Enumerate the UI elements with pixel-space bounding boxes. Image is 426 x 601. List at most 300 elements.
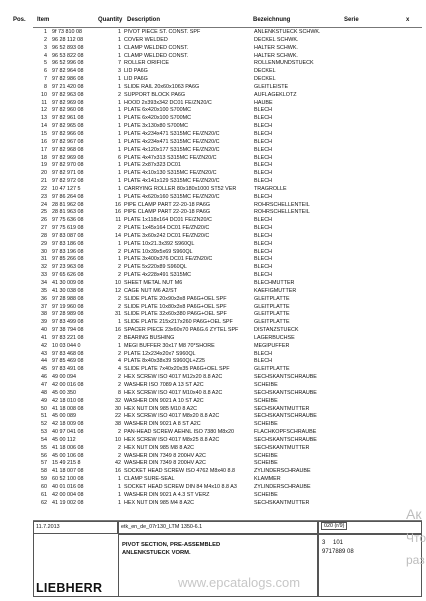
row-description: SLIDE RAIL 20x60x1063 PA6G xyxy=(124,83,200,90)
row-serie xyxy=(370,155,425,163)
row-description: PLATE 6x420x100 S700MC xyxy=(124,107,192,114)
table-row xyxy=(0,115,425,123)
row-item: 40 01 016 08 xyxy=(52,483,84,490)
row-bezeichnung: BLECH xyxy=(254,154,272,161)
row-quantity: 1 xyxy=(118,476,121,483)
row-serie xyxy=(370,351,425,359)
row-quantity: 1 xyxy=(118,483,121,490)
row-description: SLIDE PLATE 7x40x20x35 PA6G+OEL SPF xyxy=(124,366,230,373)
row-pos: 24 xyxy=(41,201,47,208)
row-bezeichnung: SECHSKANTMUTTER xyxy=(254,499,310,506)
table-row xyxy=(0,225,425,233)
row-item: 97 83 196 08 xyxy=(52,248,84,255)
row-quantity: 1 xyxy=(118,146,121,153)
row-quantity: 2 xyxy=(118,452,121,459)
row-bezeichnung: DECKEL xyxy=(254,68,276,75)
row-description: HEX SCREW ISO 4017 M10x40 8.8 A2C xyxy=(124,389,223,396)
row-item: 97 82 972 08 xyxy=(52,178,84,185)
row-item: 42 00 016 08 xyxy=(52,381,84,388)
table-row xyxy=(0,366,425,374)
row-item: 97 82 965 08 xyxy=(52,123,84,130)
table-header xyxy=(0,17,422,26)
table-row xyxy=(0,413,425,421)
row-item: 97 85 266 08 xyxy=(52,256,84,263)
row-quantity: 2 xyxy=(118,334,121,341)
row-item: 9f 73 810 08 xyxy=(52,29,82,35)
table-row xyxy=(0,398,425,406)
row-bezeichnung: HAUBE xyxy=(254,99,273,106)
row-item: 97 75 636 08 xyxy=(52,217,84,224)
row-pos: 50 xyxy=(41,405,47,412)
row-serie xyxy=(370,437,425,445)
row-quantity: 16 xyxy=(115,327,121,334)
row-serie xyxy=(370,178,425,186)
row-item: 96 52 996 08 xyxy=(52,60,84,67)
row-item: 97 86 264 08 xyxy=(52,193,84,200)
row-description: WASHER DIN 9021 A 8 ST A2C xyxy=(124,421,201,428)
row-serie xyxy=(370,382,425,390)
row-quantity: 22 xyxy=(115,413,121,420)
row-description: PLATE 3x60x242 DC01 FE/ZN20/C xyxy=(124,232,210,239)
row-quantity: 8 xyxy=(118,389,121,396)
row-quantity: 31 xyxy=(115,311,121,318)
table-row xyxy=(0,351,425,359)
row-item: 97 82 960 08 xyxy=(52,107,84,114)
row-quantity: 1 xyxy=(118,107,121,114)
table-row xyxy=(0,202,425,210)
row-description: PLATE 4x120x177 S315MC FE/ZN20/C xyxy=(124,146,220,153)
row-serie xyxy=(370,249,425,257)
row-description: HEX NUT DIN 985 M10 8 A2C xyxy=(124,405,198,412)
logo-text: LIEBHERR xyxy=(36,581,103,595)
row-pos: 16 xyxy=(41,138,47,145)
row-quantity: 1 xyxy=(118,185,121,192)
row-bezeichnung: BLECH xyxy=(254,240,272,247)
row-description: COVER WELDED xyxy=(124,36,168,43)
row-serie xyxy=(370,374,425,382)
row-serie xyxy=(370,311,425,319)
table-row xyxy=(0,60,425,68)
row-quantity: 16 xyxy=(115,468,121,475)
row-serie xyxy=(370,296,425,304)
table-row xyxy=(0,390,425,398)
row-bezeichnung: BLECH xyxy=(254,217,272,224)
row-serie xyxy=(370,107,425,115)
row-description: PLATE 10x21.3x392 S960QL xyxy=(124,240,195,247)
table-row xyxy=(0,178,425,186)
row-pos: 37 xyxy=(41,303,47,310)
row-pos: 44 xyxy=(41,358,47,365)
table-row xyxy=(0,484,425,492)
row-serie xyxy=(370,366,425,374)
table-row xyxy=(0,421,425,429)
row-quantity: 2 xyxy=(118,272,121,279)
row-description: SLIDE PLATE 215x217x260 PA6G+OEL SPF xyxy=(124,319,233,326)
row-bezeichnung: BLECH xyxy=(254,115,272,122)
row-serie xyxy=(370,100,425,108)
row-quantity: 10 xyxy=(115,436,121,443)
row-item: 28 81 963 08 xyxy=(52,209,84,216)
row-description: PLATE 3x400x376 DC01 FE/ZN20/C xyxy=(124,256,213,263)
table-row xyxy=(0,68,425,76)
row-pos: 2 xyxy=(44,36,47,43)
row-item: 97 82 968 08 xyxy=(52,146,84,153)
row-serie xyxy=(370,327,425,335)
row-pos: 25 xyxy=(41,209,47,216)
assembly-title-en: PIVOT SECTION, PRE-ASSEMBLED xyxy=(122,542,221,548)
row-pos: 1 xyxy=(44,29,47,35)
row-serie xyxy=(370,280,425,288)
table-row xyxy=(0,453,425,461)
row-serie xyxy=(370,131,425,139)
row-serie xyxy=(370,225,425,233)
row-description: SHEET METAL NUT M6 xyxy=(124,280,183,286)
table-row xyxy=(0,264,425,272)
table-row xyxy=(0,429,425,437)
row-bezeichnung: BLECH xyxy=(254,107,272,114)
row-serie xyxy=(370,413,425,421)
row-bezeichnung: BLECH xyxy=(254,193,272,200)
row-description: WASHER ISO 7089 A 13 ST A2C xyxy=(124,381,204,388)
row-description: PLATE 1x118x164 DC01 FE/ZN20/C xyxy=(124,217,212,224)
row-item: 42 18 009 08 xyxy=(52,421,84,428)
table-row xyxy=(0,100,425,108)
row-serie xyxy=(370,453,425,461)
row-bezeichnung: SCHEIBE xyxy=(254,452,278,459)
table-row xyxy=(0,194,425,202)
assembly-title-de: ANLENKSTUECK VORM. xyxy=(122,550,191,556)
row-item: 45 00 112 xyxy=(52,436,76,443)
row-bezeichnung: GLEITPLATTE xyxy=(254,311,290,318)
row-serie xyxy=(370,272,425,280)
row-pos: 56 xyxy=(41,452,47,459)
row-quantity: 4 xyxy=(118,358,121,365)
table-row xyxy=(0,319,425,327)
row-quantity: 2 xyxy=(118,381,121,388)
row-item: 97 82 961 08 xyxy=(52,115,84,122)
row-quantity: 2 xyxy=(118,248,121,255)
row-quantity: 1 xyxy=(118,178,121,185)
row-pos: 23 xyxy=(41,193,47,200)
row-serie xyxy=(370,53,425,61)
row-pos: 4 xyxy=(44,52,47,59)
row-pos: 61 xyxy=(41,491,47,498)
table-row xyxy=(0,217,425,225)
row-description: CARRYING ROLLER 80x180x1000 ST52 VER xyxy=(124,185,237,192)
row-bezeichnung: DECKEL SCHWK. xyxy=(254,36,299,43)
table-row xyxy=(0,186,425,194)
row-bezeichnung: SECHSKANTSCHRAUBE xyxy=(254,374,317,381)
row-bezeichnung: HALTER SCHWK. xyxy=(254,52,298,59)
row-bezeichnung: BLECH xyxy=(254,256,272,263)
row-serie xyxy=(370,335,425,343)
row-bezeichnung: BLECH xyxy=(254,264,272,271)
row-serie xyxy=(370,264,425,272)
row-serie xyxy=(370,398,425,406)
row-item: 97 82 964 08 xyxy=(52,68,84,75)
row-description: CLAMP SURE-SEAL xyxy=(124,476,175,483)
row-bezeichnung: SCHEIBE xyxy=(254,460,278,467)
row-pos: 26 xyxy=(41,217,47,224)
row-bezeichnung: SECHSKANTMUTTER xyxy=(254,444,310,451)
table-row xyxy=(0,492,425,500)
watermark: www.epcatalogs.com xyxy=(178,575,301,590)
row-quantity: 1 xyxy=(118,83,121,90)
table-row xyxy=(0,37,425,45)
row-quantity: 1 xyxy=(118,76,121,83)
row-pos: 7 xyxy=(44,76,47,83)
table-row xyxy=(0,107,425,115)
row-item: 97 82 969 08 xyxy=(52,154,84,161)
row-description: LID PA6G xyxy=(124,76,148,83)
ref-number-2: 101 xyxy=(333,540,344,546)
table-row xyxy=(0,155,425,163)
row-serie xyxy=(370,92,425,100)
table-row xyxy=(0,139,425,147)
header-quantity: Quantity xyxy=(98,17,123,23)
row-item: 41 18 008 08 xyxy=(52,405,84,412)
row-serie xyxy=(370,406,425,414)
row-item: 97 82 986 08 xyxy=(52,76,84,83)
row-item: 97 28 988 08 xyxy=(52,295,84,302)
row-pos: 15 xyxy=(41,130,47,137)
row-serie xyxy=(370,421,425,429)
row-quantity: 2 xyxy=(118,303,121,310)
row-description: LID PA6G xyxy=(124,68,148,75)
row-quantity: 2 xyxy=(118,264,121,271)
row-bezeichnung: GLEITPLATTE xyxy=(254,366,290,373)
row-item: 10 47 127 5 xyxy=(52,185,81,192)
row-bezeichnung: KLAMMER xyxy=(254,476,281,483)
row-description: WASHER DIN 7349 8 200HV A2C xyxy=(124,460,206,467)
row-pos: 6 xyxy=(44,68,47,75)
row-pos: 14 xyxy=(41,123,47,130)
row-pos: 45 xyxy=(41,366,47,373)
row-description: SPACER PIECE 23x60x70 PA6G.6 ZYTEL SPF xyxy=(124,327,239,334)
row-serie xyxy=(370,186,425,194)
row-bezeichnung: BLECH xyxy=(254,248,272,255)
row-bezeichnung: ROLLENMUNDSTUECK xyxy=(254,60,314,67)
row-item: 28 81 962 08 xyxy=(52,201,84,208)
row-bezeichnung: LAGERBUCHSE xyxy=(254,334,295,341)
row-description: SUPPORT BLOCK PA6G xyxy=(124,91,186,98)
row-quantity: 16 xyxy=(115,209,121,216)
row-pos: 11 xyxy=(41,99,47,106)
row-description: PLATE 4x228x491 S315MC xyxy=(124,272,192,279)
row-description: HEX SCREW ISO 4017 M8x20 8.8 A2C xyxy=(124,413,220,420)
row-quantity: 4 xyxy=(118,366,121,373)
table-row xyxy=(0,311,425,319)
row-pos: 35 xyxy=(41,287,47,294)
row-bezeichnung: BLECH xyxy=(254,225,272,232)
row-quantity: 11 xyxy=(115,217,121,224)
row-serie xyxy=(370,468,425,476)
row-item: 97 28 989 08 xyxy=(52,311,84,318)
row-pos: 48 xyxy=(41,389,47,396)
row-serie xyxy=(370,233,425,241)
header-description: Description xyxy=(127,17,161,23)
row-serie xyxy=(370,484,425,492)
row-description: PIPE CLAMP PART 22-20-18 PA6G xyxy=(124,201,211,208)
row-bezeichnung: HALTER SCHWK. xyxy=(254,44,298,51)
row-item: 41 18 006 08 xyxy=(52,444,84,451)
row-serie xyxy=(370,123,425,131)
table-row xyxy=(0,280,425,288)
row-quantity: 1 xyxy=(118,256,121,263)
row-serie xyxy=(370,343,425,351)
table-row xyxy=(0,209,425,217)
row-description: HEX SCREW ISO 4017 M12x20 8.8 A2C xyxy=(124,374,223,381)
row-bezeichnung: BLECH xyxy=(254,162,272,169)
row-pos: 60 xyxy=(41,483,47,490)
row-quantity: 1 xyxy=(118,499,121,506)
row-quantity: 1 xyxy=(118,115,121,122)
edge-text-1: Ак xyxy=(406,506,422,522)
table-row xyxy=(0,84,425,92)
row-description: SOCKET HEAD SCREW DIN 84 M4x10 8.8 A3 xyxy=(124,483,237,490)
row-description: PLATE 4x10x130 S315MC FE/ZN20/C xyxy=(124,170,217,177)
table-row xyxy=(0,123,425,131)
row-bezeichnung: GLEITLEISTE xyxy=(254,83,289,90)
table-row xyxy=(0,382,425,390)
row-pos: 19 xyxy=(41,162,47,169)
row-description: MEGI BUFFER 30x17 M8 70*SHORE xyxy=(124,342,215,349)
row-pos: 40 xyxy=(41,327,47,334)
table-row xyxy=(0,437,425,445)
row-pos: 42 xyxy=(41,342,47,349)
row-bezeichnung: BLECH xyxy=(254,138,272,145)
row-quantity: 1 xyxy=(118,162,121,169)
row-bezeichnung: ROHRSCHELLENTEIL xyxy=(254,201,310,208)
row-item: 97 85 469 08 xyxy=(52,358,84,365)
row-item: 96 52 893 08 xyxy=(52,44,84,51)
row-pos: 36 xyxy=(41,295,47,302)
row-item: 97 83 499 08 xyxy=(52,319,84,326)
row-bezeichnung: ZYLINDERSCHRAUBE xyxy=(254,468,311,475)
row-quantity: 1 xyxy=(118,130,121,137)
row-serie xyxy=(370,162,425,170)
row-bezeichnung: GLEITPLATTE xyxy=(254,303,290,310)
row-quantity: 1 xyxy=(118,29,121,35)
row-item: 45 00 350 xyxy=(52,389,76,396)
row-quantity: 2 xyxy=(118,444,121,451)
row-item: 40 97 041 08 xyxy=(52,429,84,436)
row-description: ROLLER ORIFICE xyxy=(124,60,169,67)
row-description: WASHER DIN 9021 A 4.3 ST VERZ xyxy=(124,491,210,498)
row-item: 97 82 970 08 xyxy=(52,162,84,169)
row-pos: 3 xyxy=(44,44,47,51)
row-pos: 20 xyxy=(41,170,47,177)
header-bezeichnung: Bezeichnung xyxy=(253,17,291,23)
row-quantity: 2 xyxy=(118,374,121,381)
row-item: 97 83 468 08 xyxy=(52,350,84,357)
row-pos: 18 xyxy=(41,154,47,161)
header-pos: Pos. xyxy=(13,17,26,23)
row-serie xyxy=(370,390,425,398)
row-item: 97 83 491 08 xyxy=(52,366,84,373)
row-description: HOOD 2x393x342 DC01 FE/ZN20/C xyxy=(124,99,212,106)
row-item: 97 38 794 08 xyxy=(52,327,84,334)
row-quantity: 42 xyxy=(115,460,121,467)
row-pos: 62 xyxy=(41,499,47,506)
row-quantity: 1 xyxy=(118,36,121,43)
row-bezeichnung: GLEITPLATTE xyxy=(254,295,290,302)
parts-table xyxy=(0,29,425,507)
row-bezeichnung: SECHSKANTSCHRAUBE xyxy=(254,413,317,420)
row-serie xyxy=(370,429,425,437)
row-serie xyxy=(370,170,425,178)
row-quantity: 1 xyxy=(118,193,121,200)
row-pos: 33 xyxy=(41,272,47,279)
row-bezeichnung: TRAGROLLE xyxy=(254,185,287,192)
table-row xyxy=(0,358,425,366)
row-item: 97 75 619 08 xyxy=(52,225,84,232)
table-row xyxy=(0,304,425,312)
row-serie xyxy=(370,319,425,327)
row-bezeichnung: BLECH xyxy=(254,178,272,185)
page-number: 020 (r/9) xyxy=(321,522,347,530)
row-bezeichnung: BLECH xyxy=(254,146,272,153)
row-serie xyxy=(370,445,425,453)
row-pos: 52 xyxy=(41,421,47,428)
table-row xyxy=(0,29,425,37)
row-serie xyxy=(370,29,425,37)
row-quantity: 7 xyxy=(118,60,121,67)
row-quantity: 1 xyxy=(118,138,121,145)
row-item: 42 00 004 08 xyxy=(52,491,84,498)
row-item: 97 83 221 08 xyxy=(52,334,84,341)
row-serie xyxy=(370,139,425,147)
row-quantity: 1 xyxy=(118,319,121,326)
table-row xyxy=(0,45,425,53)
row-serie xyxy=(370,241,425,249)
row-serie xyxy=(370,68,425,76)
table-row xyxy=(0,327,425,335)
table-row xyxy=(0,468,425,476)
table-row xyxy=(0,162,425,170)
header-serie: Serie xyxy=(344,17,359,23)
row-bezeichnung: BLECH xyxy=(254,350,272,357)
row-serie xyxy=(370,37,425,45)
row-bezeichnung: SECHSKANTMUTTER xyxy=(254,405,310,412)
row-serie xyxy=(370,202,425,210)
row-quantity: 1 xyxy=(118,123,121,130)
row-description: PLATE 4x234x471 S315MC FE/ZN20/C xyxy=(124,130,220,137)
row-pos: 38 xyxy=(41,311,47,318)
row-item: 97 82 971 08 xyxy=(52,170,84,177)
table-row xyxy=(0,170,425,178)
table-row xyxy=(0,147,425,155)
row-item: 97 83 186 08 xyxy=(52,240,84,247)
row-pos: 53 xyxy=(41,429,47,436)
row-description: CLAMP WELDED CONST. xyxy=(124,52,189,59)
row-bezeichnung: ANLENKSTUECK SCHWK. xyxy=(254,29,321,35)
table-row xyxy=(0,233,425,241)
row-bezeichnung: SECHSKANTSCHRAUBE xyxy=(254,436,317,443)
row-bezeichnung: BLECHMUTTER xyxy=(254,280,295,286)
table-row xyxy=(0,53,425,61)
row-item: 42 18 010 08 xyxy=(52,397,84,404)
row-description: BEARING BUSHING xyxy=(124,334,175,341)
row-item: 97 65 626 08 xyxy=(52,272,84,279)
row-bezeichnung: AUFLAGEKLOTZ xyxy=(254,91,297,98)
row-description: PLATE 4x234x471 S315MC FE/ZN20/C xyxy=(124,138,220,145)
row-item: 15 49 215 8 xyxy=(52,460,81,467)
row-pos: 30 xyxy=(41,248,47,255)
row-serie xyxy=(370,147,425,155)
row-quantity: 30 xyxy=(115,405,121,412)
row-pos: 58 xyxy=(41,468,47,475)
